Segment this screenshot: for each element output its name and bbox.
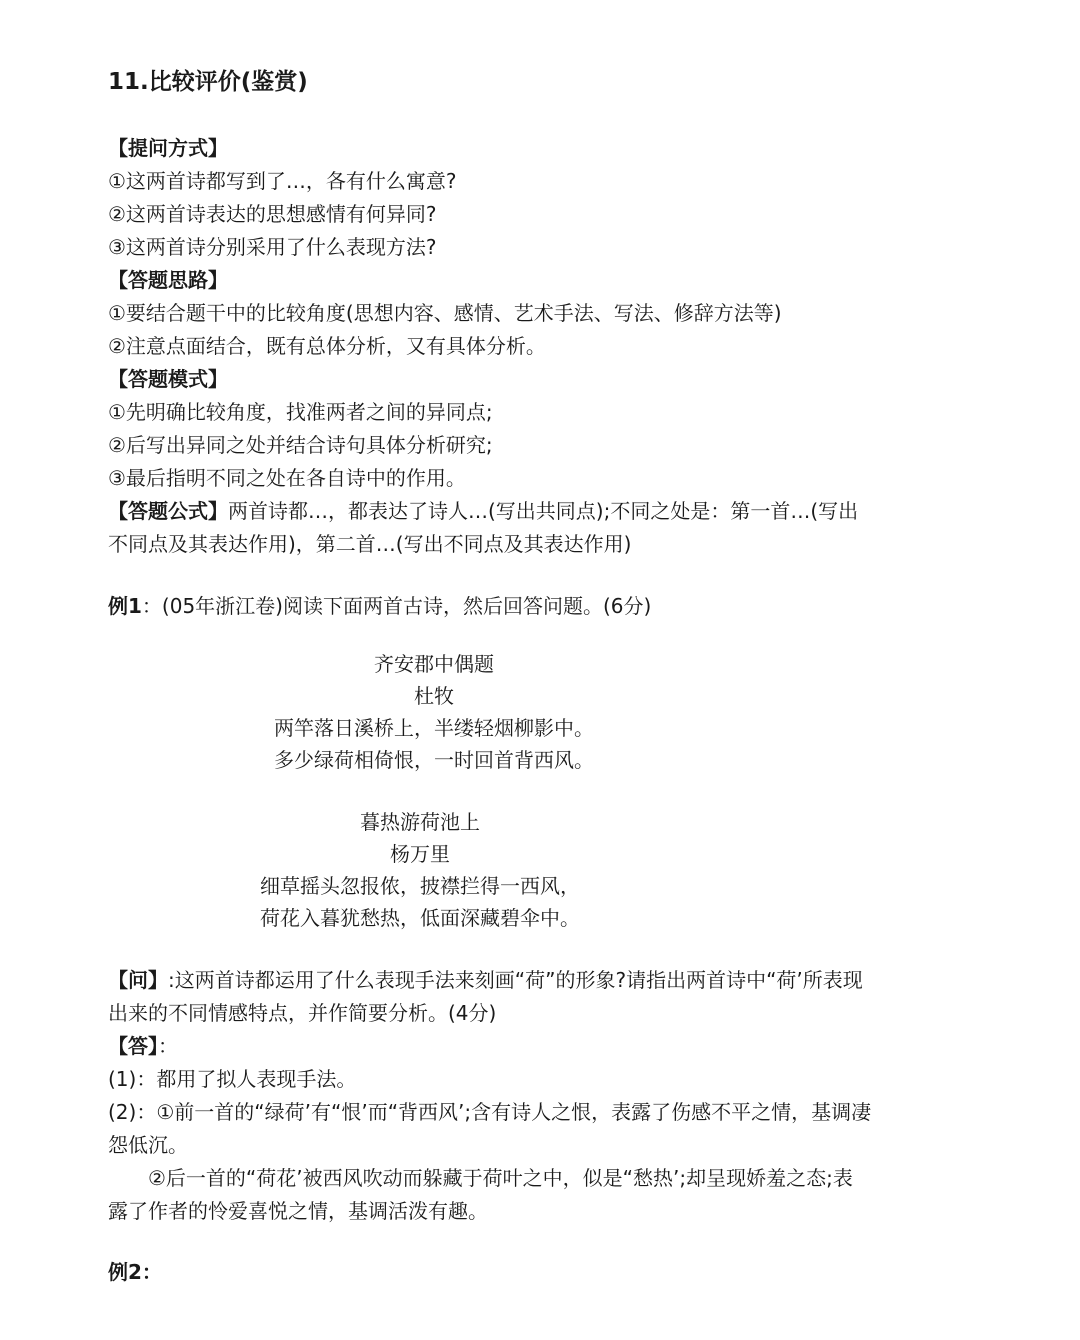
poem-1-title: 齐安郡中偶题 bbox=[374, 652, 494, 676]
poem-2-line: 荷花入暮犹愁热，低面深藏碧伞中。 bbox=[260, 906, 580, 930]
answer-colon: ： bbox=[158, 1034, 178, 1058]
formula-heading: 【答题公式】 bbox=[108, 499, 228, 523]
formula-paragraph bbox=[108, 495, 978, 528]
list-item: ③最后指明不同之处在各自诗中的作用。 bbox=[108, 466, 466, 490]
poem-2-line: 细草摇头忽报侬，披襟拦得一西风， bbox=[260, 874, 580, 898]
question-heading: 【问】 bbox=[108, 968, 168, 992]
example-2-heading bbox=[108, 1256, 978, 1289]
formula-text: 两首诗都…，都表达了诗人…(写出共同点);不同之处是：第一首…(写出 bbox=[228, 499, 859, 523]
list-item: ①先明确比较角度，找准两者之间的异同点; bbox=[108, 400, 493, 424]
list-item: ②注意点面结合，既有总体分析，又有具体分析。 bbox=[108, 334, 546, 358]
example-1-intro bbox=[108, 590, 978, 623]
answer-line: ②后一首的“荷花’被西风吹动而躲藏于荷叶之中，似是“愁热’;却呈现娇羞之态;表 bbox=[148, 1166, 853, 1190]
list-item: ①要结合题干中的比较角度(思想内容、感情、艺术手法、写法、修辞方法等) bbox=[108, 301, 782, 325]
example-2-colon: ： bbox=[141, 1260, 162, 1284]
answer-heading-line bbox=[108, 1030, 978, 1063]
formula-text-continued: 不同点及其表达作用)，第二首…(写出不同点及其表达作用) bbox=[108, 532, 632, 556]
section-heading-questions: 【提问方式】 bbox=[108, 136, 228, 160]
list-item: ②后写出异同之处并结合诗句具体分析研究; bbox=[108, 433, 493, 457]
list-item: ①这两首诗都写到了…，各有什么寓意? bbox=[108, 169, 457, 193]
poem-2-title: 暮热游荷池上 bbox=[360, 810, 480, 834]
answer-line: (2)：①前一首的“绿荷’有“恨’而“背西风’;含有诗人之恨，表露了伤感不平之情，基调凄 bbox=[108, 1100, 872, 1124]
poem-2-author: 杨万里 bbox=[390, 842, 450, 866]
question-text: :这两首诗都运用了什么表现手法来刻画“荷”的形象?请指出两首诗中“荷’所表现 bbox=[168, 968, 863, 992]
section-heading-approach: 【答题思路】 bbox=[108, 268, 228, 292]
list-item: ②这两首诗表达的思想感情有何异同? bbox=[108, 202, 437, 226]
question-paragraph bbox=[108, 964, 978, 997]
answer-line: (1)：都用了拟人表现手法。 bbox=[108, 1067, 357, 1091]
list-item: ③这两首诗分别采用了什么表现方法? bbox=[108, 235, 437, 259]
answer-heading: 【答】 bbox=[108, 1034, 158, 1058]
question-text-continued: 出来的不同情感特点，并作简要分析。(4分) bbox=[108, 1001, 497, 1025]
example-1-text: ：(05年浙江卷)阅读下面两首古诗，然后回答问题。(6分) bbox=[141, 594, 652, 618]
answer-line: 怨低沉。 bbox=[108, 1133, 188, 1157]
page-title: 11.比较评价(鉴赏) bbox=[108, 69, 308, 95]
answer-line: 露了作者的怜爱喜悦之情，基调活泼有趣。 bbox=[108, 1199, 488, 1223]
poem-1-line: 两竿落日溪桥上，半缕轻烟柳影中。 bbox=[274, 716, 594, 740]
example-2-label: 例2 bbox=[108, 1260, 142, 1284]
poem-1-author: 杜牧 bbox=[414, 684, 454, 708]
section-heading-pattern: 【答题模式】 bbox=[108, 367, 228, 391]
poem-1-line: 多少绿荷相倚恨，一时回首背西风。 bbox=[274, 748, 594, 772]
example-1-label: 例1 bbox=[108, 594, 142, 618]
